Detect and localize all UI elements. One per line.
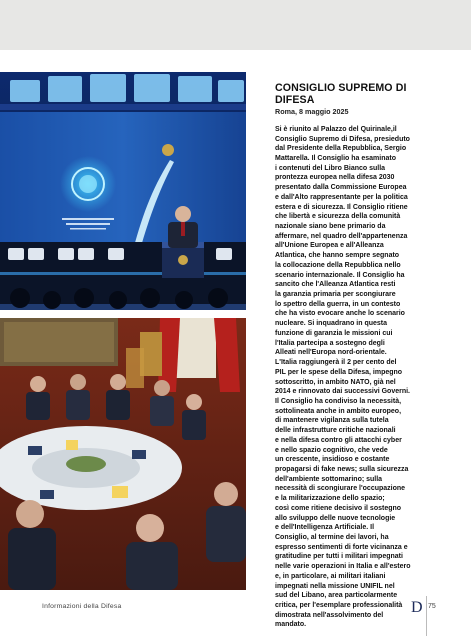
article-body [275,125,441,630]
article-body-line: sud del Libano, area particolarmente [275,592,398,600]
article-body-line: un crescente, insidioso e costante [275,456,390,464]
page-number: 75 [428,603,436,610]
article-body-line: di mantenere vigilanza sulla tutela [275,417,389,425]
article-body-line: la garanzia primaria per scongiurare [275,291,396,299]
article-body-line: e dall'Alto rappresentante per la politica [275,193,408,201]
article-body-line: PIL per le spese della Difesa, impegno [275,368,403,376]
article-body-line: Si è riunito al Palazzo del Quirinale,il [275,125,397,133]
article-body-line: propagarsi di fake news; sulla sicurezza [275,465,409,473]
council-meeting-photo [0,318,246,590]
d-monogram-icon [411,598,425,619]
article-body-line: Consiglio, al termine dei lavori, ha [275,534,389,541]
top-margin-band [0,0,471,50]
article-body-line: L'Italia raggiungerà il 2 per cento del [275,359,397,367]
article-body-line: sottoscritto, in ambito NATO, già nel [275,378,396,386]
headline-line-1: CONSIGLIO SUPREMO DI [275,82,407,94]
article-body-line: e la militarizzazione dello spazio; [275,495,385,503]
article-body-line: Atlantica, che hanno sempre segnato [275,252,400,260]
article-body-line: lo spettro della guerra, in un contesto [275,300,401,308]
footer-divider [426,596,427,636]
article-body-line: impegnati nella missione UNIFIL nel [275,582,395,590]
article-body-line: sancito che l'Alleanza Atlantica resti [275,281,396,289]
article-dateline: Roma, 8 maggio 2025 [275,106,349,116]
council-meeting-illustration [0,318,246,590]
article-body-line: dimostrata nell'assolvimento del [275,611,384,619]
article-body-line: estera e di sicurezza. Il Consiglio ritiene [275,203,408,211]
article-body-line: presentato dalla Commissione Europea [275,184,407,192]
article-body-line: così come ritiene decisivo il sostegno [275,504,402,512]
article-body-line: scenario internazionale. Il Consiglio ha [275,271,405,279]
article-body-line: prontezza europea nella difesa 2030 [275,174,395,182]
article [275,82,441,630]
article-body-line: nucleare. Si inquadrano in questa [275,320,388,328]
article-body-line: gratitudine per tutti i militari impegnati [275,553,403,561]
article-body-line: all'Unione Europea e all'Alleanza [275,242,384,250]
article-body-line: l'Italia partecipa a sostegno degli [275,339,385,347]
article-body-line: e nella difesa contro gli attacchi cyber [275,436,402,444]
article-body-line: la collocazione della Repubblica nello [275,261,401,269]
article-body-line: Alleati nell'Europa nord-orientale. [275,349,387,357]
d-monogram-icon [411,598,425,614]
article-body-line: nelle varie operazioni in Italia e all'estero [275,563,411,571]
article-body-line: mandato. [275,621,307,629]
article-body-line: delle infrastrutture critiche nazionali [275,427,396,435]
article-headline [275,82,441,107]
article-body-line: e nello spazio cognitivo, che vede [275,446,388,454]
conference-stage-illustration [0,72,246,310]
article-body-line: i contenuti del Libro Bianco sulla [275,164,386,172]
article-body-line: che libertà e sicurezza della comunità [275,213,401,221]
article-body-line: 2014 e rinnovato dai successivi Governi. [275,388,411,396]
article-body-line: e, in particolare, ai militari italiani [275,572,386,580]
conference-stage-photo [0,72,246,310]
article-body-line: sottolineata anche in ambito europeo, [275,407,402,415]
article-body-line: critica, per l'esemplare professionalità [275,602,403,610]
headline-line-2: DIFESA [275,94,315,107]
publication-name: Informazioni della Difesa [42,603,122,610]
article-body-line: affermare, nel quadro dell'appartenenza [275,232,408,240]
article-body-line: necessità di scongiurare l'occupazione [275,485,406,493]
article-body-line: Il Consiglio ha condiviso la necessità, [275,397,402,405]
article-body-line: Mattarella. Il Consiglio ha esaminato [275,154,396,162]
article-body-line: espresso sentimenti di forte vicinanza e [275,543,408,551]
article-body-line: funzione di garanzia le missioni cui [275,329,393,337]
article-body-line: nazionale siano bene primario da [275,223,386,230]
article-body-line: dell'ambiente sottomarino; sulla [275,475,383,483]
logo-letter: D [411,599,423,614]
article-body-line: e dell'Intelligenza Artificiale. Il [275,524,375,532]
article-body-line: allo sviluppo delle nuove tecnologie [275,514,396,522]
article-body-line: Consiglio Supremo di Difesa, presieduto [275,135,410,143]
article-body-line: dal Presidente della Repubblica, Sergio [275,145,407,153]
article-body-line: che ha visto evocare anche lo scenario [275,310,405,318]
